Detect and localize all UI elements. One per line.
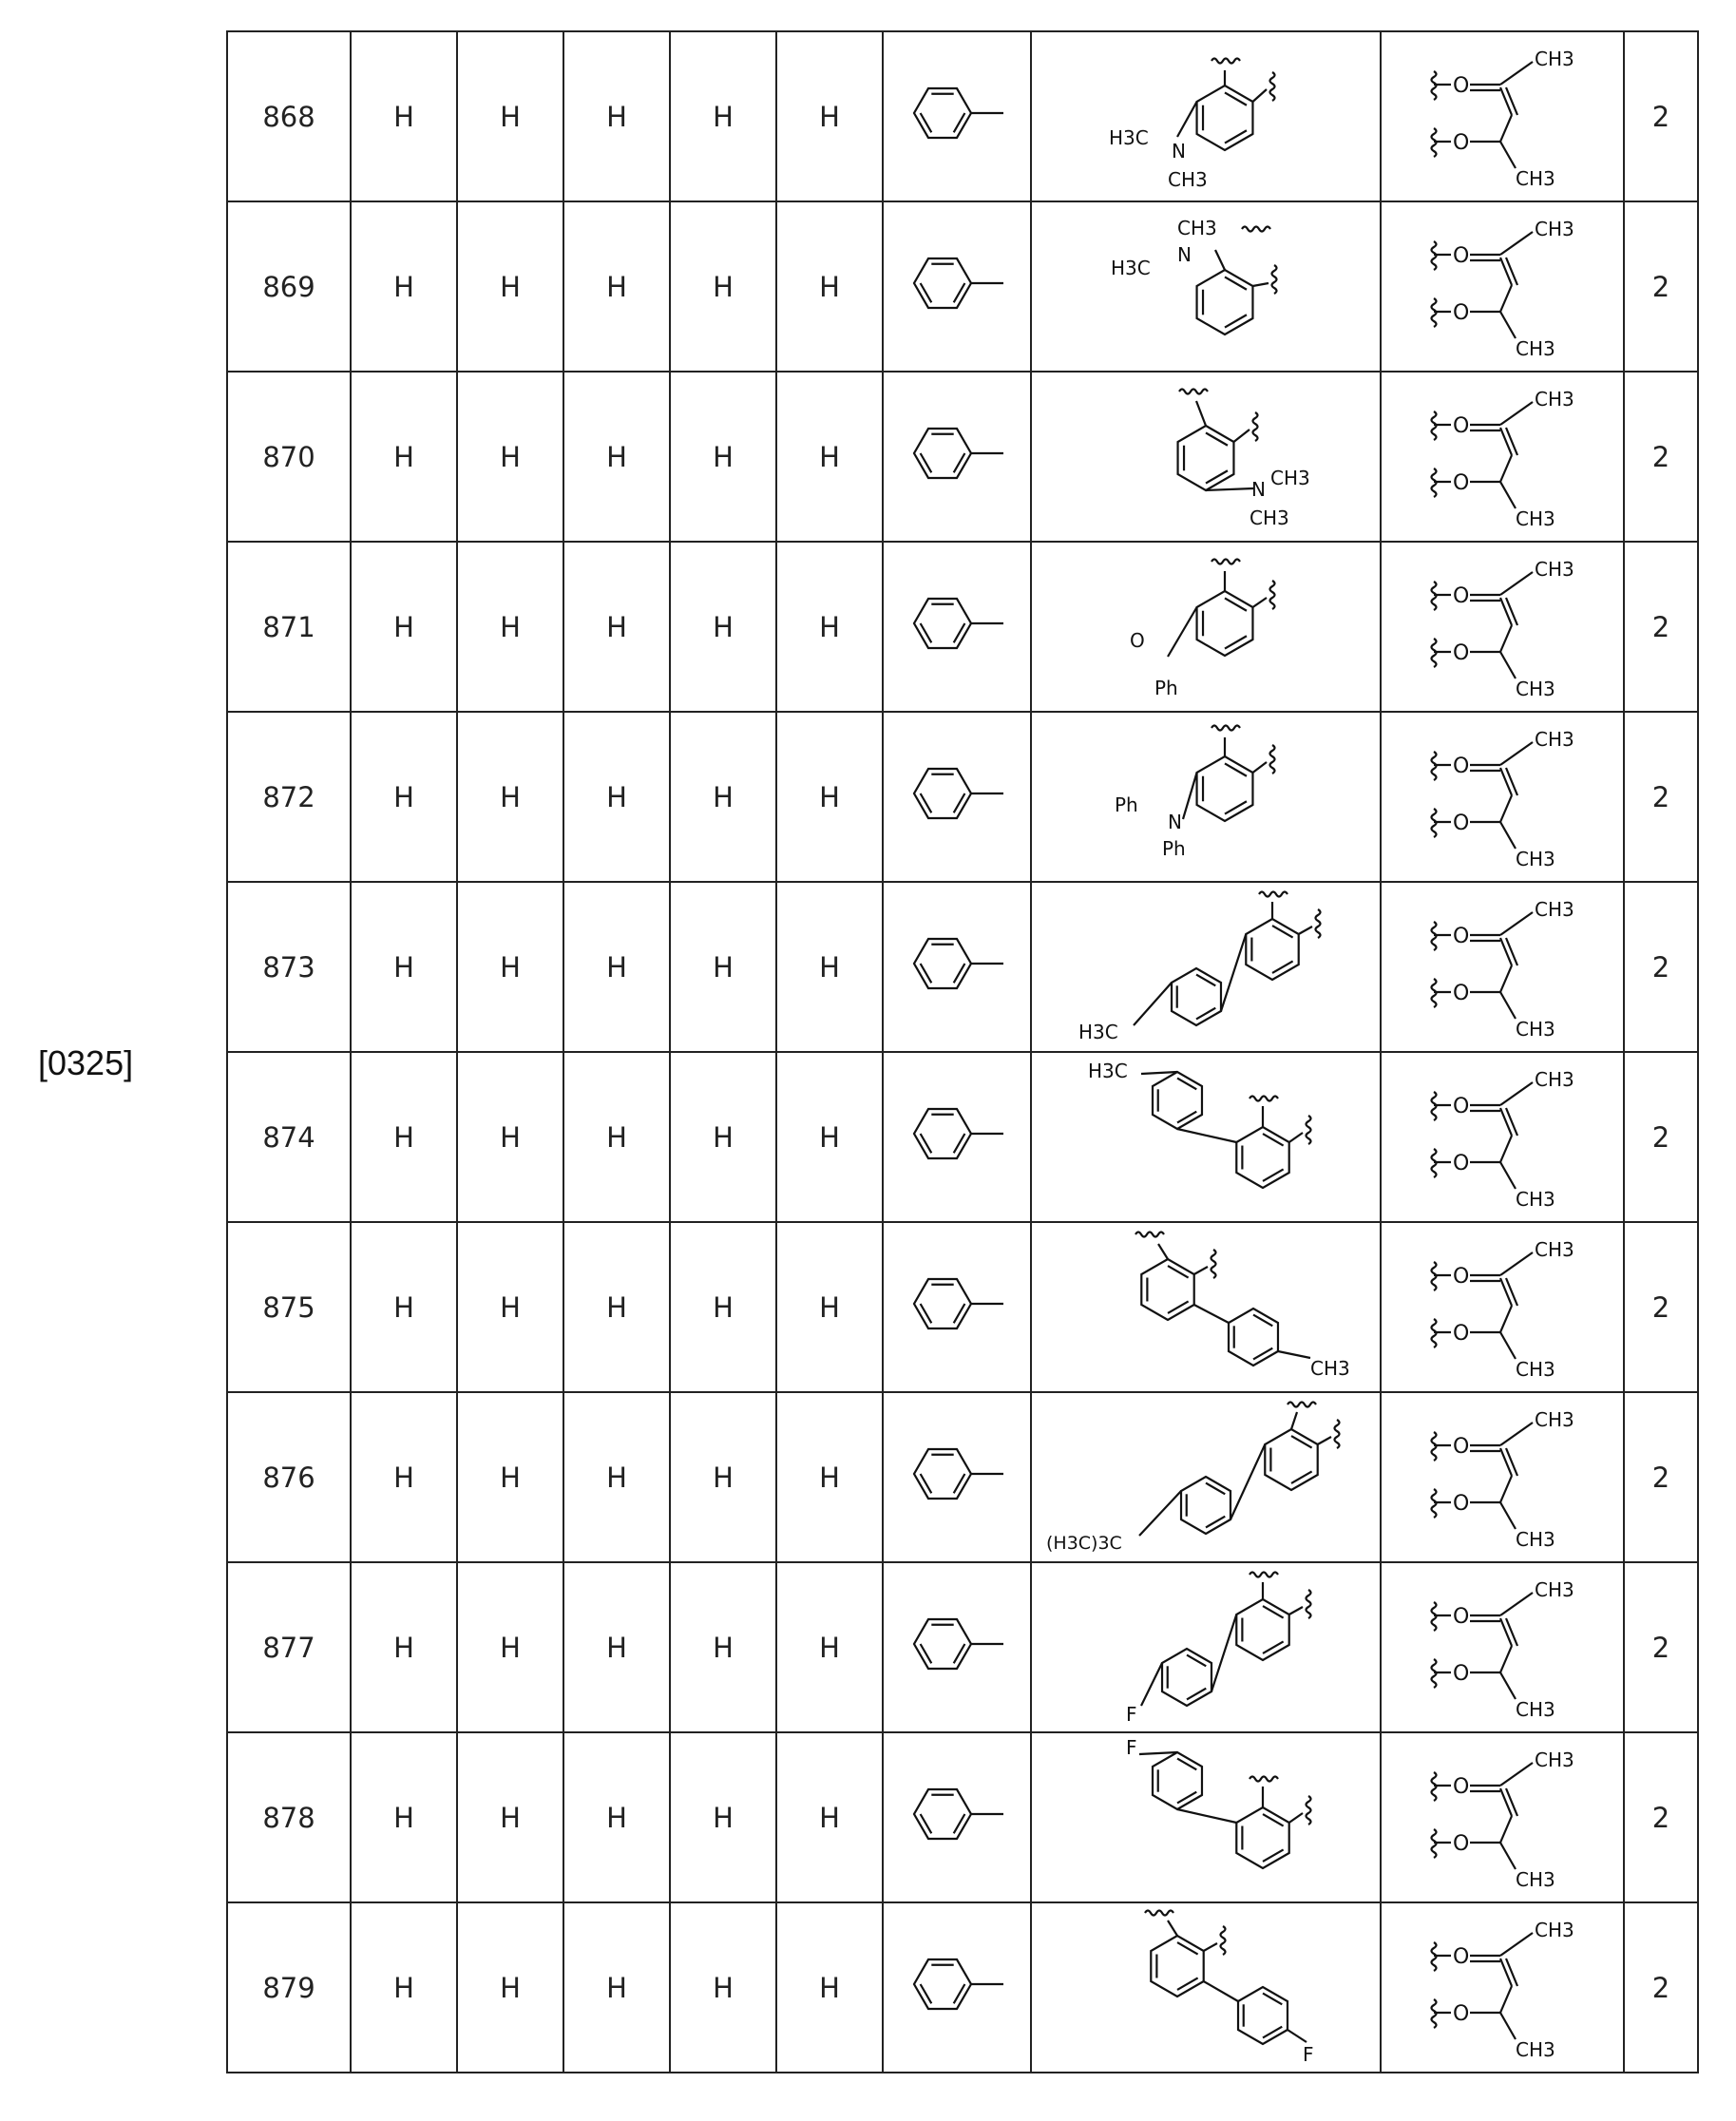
ch3-bottom-label: CH3 [1516, 677, 1555, 700]
substituent-r4: H [670, 542, 776, 712]
compound-number: 879 [227, 1902, 351, 2073]
oxygen-top-label: O [1453, 1604, 1470, 1629]
compound-number: 871 [227, 542, 351, 712]
ligand-cell [1031, 712, 1381, 882]
oxygen-bottom-label: O [1453, 981, 1470, 1005]
oxygen-top-label: O [1453, 924, 1470, 948]
substituent-r4: H [670, 372, 776, 542]
oxygen-top-label: O [1453, 1944, 1470, 1969]
wavy-bond-2 [1270, 745, 1275, 774]
wavy-bond-2 [1253, 412, 1258, 441]
ligand-cell [1031, 201, 1381, 372]
wavy-bond [1250, 1097, 1278, 1101]
substituent-r2: H [457, 882, 563, 1052]
substituent-r2: H [457, 372, 563, 542]
phenyl-structure [895, 746, 1019, 841]
wavy-bond [1179, 390, 1208, 394]
substituent-r3: H [563, 1732, 670, 1902]
benzene-ring [914, 1279, 971, 1328]
ch3-bottom-label: CH3 [1516, 1357, 1555, 1381]
substituent-r1: H [351, 882, 457, 1052]
substituent-r5: H [776, 712, 883, 882]
substituent-r1: H [351, 542, 457, 712]
cyclometalating-ligand-structure [1035, 1393, 1377, 1555]
benzene-ring [914, 1959, 971, 2009]
ligand-count: 2 [1624, 201, 1698, 372]
wavy-bond [1272, 265, 1277, 294]
wavy-bond [1250, 1573, 1278, 1577]
phenyl-cell [883, 1902, 1031, 2073]
substituent-r1: H [351, 1562, 457, 1732]
ligand-count: 2 [1624, 882, 1698, 1052]
substituent-label: CH3 [1250, 506, 1289, 529]
substituent-r3: H [563, 1902, 670, 2073]
ch3-bottom-label: CH3 [1516, 1867, 1555, 1891]
aryl-ring [1265, 1429, 1317, 1490]
acac-cell [1381, 1392, 1624, 1562]
ch3-bottom-label: CH3 [1516, 847, 1555, 870]
ligand-count: 2 [1624, 1392, 1698, 1562]
substituent-r2: H [457, 542, 563, 712]
acac-ligand-structure [1398, 205, 1607, 362]
oxygen-bottom-label: O [1453, 2001, 1470, 2026]
substituent-r2: H [457, 1732, 563, 1902]
ch3-top-label: CH3 [1535, 1918, 1574, 1941]
ch3-bottom-label: CH3 [1516, 336, 1555, 360]
wavy-bond-2 [1242, 227, 1270, 232]
ch3-bottom-label: CH3 [1516, 506, 1555, 530]
benzene-ring [914, 1789, 971, 1839]
substituent-r2: H [457, 1222, 563, 1392]
table-row [227, 542, 1698, 712]
ch3-top-label: CH3 [1535, 897, 1574, 921]
substituent-r4: H [670, 1052, 776, 1222]
aryl-ring [1197, 756, 1253, 821]
acac-cell [1381, 1562, 1624, 1732]
nitrogen-label: N [1251, 478, 1266, 501]
cyclometalating-ligand-structure [1035, 883, 1377, 1044]
aryl-ring [1197, 86, 1253, 150]
acac-cell [1381, 712, 1624, 882]
wavy-bond-2 [1307, 1590, 1311, 1618]
substituent-r5: H [776, 1052, 883, 1222]
substituent-label: CH3 [1177, 217, 1217, 239]
oxygen-top-label: O [1453, 1434, 1470, 1459]
acac-cell [1381, 542, 1624, 712]
compound-number: 868 [227, 31, 351, 201]
acac-ligand-structure [1398, 1056, 1607, 1213]
ch3-bottom-label: CH3 [1516, 1017, 1555, 1041]
table-row [227, 372, 1698, 542]
compound-number: 874 [227, 1052, 351, 1222]
substituent-r2: H [457, 1052, 563, 1222]
cyclometalating-ligand-structure [1035, 32, 1377, 194]
substituent-r5: H [776, 542, 883, 712]
cyclometalating-ligand-structure [1035, 373, 1377, 534]
substituent-r2: H [457, 31, 563, 201]
table-row [227, 201, 1698, 372]
oxygen-top-label: O [1453, 1094, 1470, 1118]
substituent-label: Ph [1115, 793, 1138, 816]
wavy-bond [1145, 1911, 1173, 1916]
oxygen-bottom-label: O [1453, 1491, 1470, 1516]
phenyl-cell [883, 1222, 1031, 1392]
cyclometalating-ligand-structure [1035, 1733, 1377, 1895]
phenyl-structure [895, 916, 1019, 1011]
substituent-label: CH3 [1310, 1357, 1350, 1380]
acac-ligand-structure [1398, 1906, 1607, 2063]
substituent-r5: H [776, 1562, 883, 1732]
ch3-bottom-label: CH3 [1516, 2037, 1555, 2061]
acac-ligand-structure [1398, 35, 1607, 192]
wavy-bond-2 [1211, 1250, 1216, 1278]
benzene-ring [914, 1449, 971, 1499]
substituent-r4: H [670, 882, 776, 1052]
phenyl-cell [883, 1562, 1031, 1732]
cyclometalating-ligand-structure [1035, 1563, 1377, 1725]
substituent-label: F [1126, 1736, 1137, 1759]
substituent-label: Ph [1154, 677, 1178, 699]
phenyl-structure [895, 1937, 1019, 2032]
substituent-label: H3C [1109, 126, 1149, 149]
benzene-ring [914, 599, 971, 648]
phenyl-cell [883, 201, 1031, 372]
compound-number: 876 [227, 1392, 351, 1562]
phenyl-cell [883, 372, 1031, 542]
oxygen-top-label: O [1453, 754, 1470, 778]
fluorophenyl-ring [1153, 1752, 1202, 1809]
ch3-top-label: CH3 [1535, 1407, 1574, 1431]
substituent-r5: H [776, 882, 883, 1052]
benzene-ring [914, 1109, 971, 1158]
phenyl-structure [895, 1767, 1019, 1862]
benzene-ring [914, 769, 971, 818]
substituent-r1: H [351, 31, 457, 201]
aryl-ring [1236, 1127, 1288, 1188]
wavy-bond [1211, 59, 1240, 64]
ligand-count: 2 [1624, 1732, 1698, 1902]
ch3-bottom-label: CH3 [1516, 1697, 1555, 1721]
substituent-r1: H [351, 201, 457, 372]
nitrogen-label: N [1172, 140, 1186, 162]
oxygen-bottom-label: O [1453, 1831, 1470, 1856]
oxygen-bottom-label: O [1453, 1661, 1470, 1686]
table-row [227, 1732, 1698, 1902]
substituent-r5: H [776, 1732, 883, 1902]
benzene-ring [914, 1619, 971, 1669]
tolyl-ring [1172, 968, 1221, 1025]
substituent-r3: H [563, 31, 670, 201]
substituent-r5: H [776, 1902, 883, 2073]
phenyl-structure [895, 236, 1019, 331]
wavy-bond [1211, 560, 1240, 564]
phenyl-structure [895, 1256, 1019, 1351]
phenyl-structure [895, 406, 1019, 501]
cyclometalating-ligand-structure [1035, 1053, 1377, 1214]
acac-ligand-structure [1398, 545, 1607, 702]
ch3-top-label: CH3 [1535, 1748, 1574, 1771]
ligand-count: 2 [1624, 1052, 1698, 1222]
ligand-count: 2 [1624, 542, 1698, 712]
oxygen-bottom-label: O [1453, 1151, 1470, 1175]
substituent-r3: H [563, 882, 670, 1052]
substituent-r4: H [670, 1562, 776, 1732]
ch3-bottom-label: CH3 [1516, 166, 1555, 190]
aryl-ring [1236, 1599, 1288, 1660]
oxygen-top-label: O [1453, 1774, 1470, 1799]
ch3-top-label: CH3 [1535, 557, 1574, 581]
benzene-ring [914, 429, 971, 478]
ligand-cell [1031, 542, 1381, 712]
substituent-r2: H [457, 1392, 563, 1562]
wavy-bond [1250, 1777, 1278, 1782]
substituent-r3: H [563, 1562, 670, 1732]
table-row [227, 712, 1698, 882]
acac-cell [1381, 31, 1624, 201]
substituent-r1: H [351, 1732, 457, 1902]
substituent-label: CH3 [1270, 467, 1310, 489]
table-row [227, 1902, 1698, 2073]
phenyl-cell [883, 712, 1031, 882]
substituent-r3: H [563, 1052, 670, 1222]
ch3-top-label: CH3 [1535, 727, 1574, 751]
substituent-r3: H [563, 542, 670, 712]
substituent-r1: H [351, 1222, 457, 1392]
substituent-r1: H [351, 1902, 457, 2073]
phenyl-cell [883, 542, 1031, 712]
oxygen-bottom-label: O [1453, 811, 1470, 835]
substituent-r2: H [457, 1902, 563, 2073]
acac-cell [1381, 1222, 1624, 1392]
substituent-r5: H [776, 1222, 883, 1392]
oxygen-label: O [1130, 629, 1145, 652]
compound-number: 875 [227, 1222, 351, 1392]
table-row [227, 882, 1698, 1052]
compound-number: 878 [227, 1732, 351, 1902]
oxygen-bottom-label: O [1453, 1321, 1470, 1346]
acac-ligand-structure [1398, 1566, 1607, 1723]
compound-number: 869 [227, 201, 351, 372]
compound-number: 872 [227, 712, 351, 882]
ligand-count: 2 [1624, 1902, 1698, 2073]
substituent-r3: H [563, 712, 670, 882]
ligand-count: 2 [1624, 712, 1698, 882]
cyclometalating-ligand-structure [1035, 202, 1377, 364]
wavy-bond-2 [1270, 581, 1275, 609]
oxygen-bottom-label: O [1453, 470, 1470, 495]
table-row [227, 1052, 1698, 1222]
substituent-r1: H [351, 1052, 457, 1222]
substituent-r4: H [670, 712, 776, 882]
oxygen-top-label: O [1453, 1264, 1470, 1289]
substituent-r3: H [563, 201, 670, 372]
compound-table [226, 30, 1699, 2073]
substituent-label: H3C [1088, 1060, 1128, 1082]
substituent-r3: H [563, 372, 670, 542]
paragraph-label: [0325] [38, 1043, 134, 1082]
substituent-label: H3C [1078, 1021, 1118, 1043]
wavy-bond [1211, 726, 1240, 731]
aryl-ring [1246, 919, 1298, 980]
phenyl-structure [895, 1086, 1019, 1181]
ch3-top-label: CH3 [1535, 47, 1574, 70]
oxygen-bottom-label: O [1453, 640, 1470, 665]
oxygen-bottom-label: O [1453, 130, 1470, 155]
substituent-r5: H [776, 1392, 883, 1562]
ch3-top-label: CH3 [1535, 217, 1574, 240]
substituent-label: CH3 [1168, 168, 1208, 191]
cyclometalating-ligand-structure [1035, 1223, 1377, 1385]
oxygen-top-label: O [1453, 583, 1470, 608]
substituent-r1: H [351, 712, 457, 882]
tolyl-ring [1153, 1072, 1202, 1129]
substituent-r2: H [457, 201, 563, 372]
phenyl-cell [883, 1392, 1031, 1562]
phenyl-structure [895, 1596, 1019, 1691]
cyclometalating-ligand-structure [1035, 1903, 1377, 2065]
substituent-label: Ph [1162, 837, 1186, 860]
acac-ligand-structure [1398, 886, 1607, 1042]
fluorophenyl-ring [1238, 1987, 1288, 2044]
ligand-cell [1031, 1222, 1381, 1392]
benzene-ring [914, 258, 971, 308]
table-row [227, 1392, 1698, 1562]
ch3-top-label: CH3 [1535, 1577, 1574, 1601]
ligand-cell [1031, 372, 1381, 542]
wavy-bond-2 [1221, 1926, 1226, 1955]
aryl-ring [1197, 270, 1253, 334]
ligand-cell [1031, 882, 1381, 1052]
oxygen-bottom-label: O [1453, 300, 1470, 325]
acac-ligand-structure [1398, 375, 1607, 532]
ligand-cell [1031, 1052, 1381, 1222]
wavy-bond [1259, 892, 1288, 897]
compound-number: 873 [227, 882, 351, 1052]
phenyl-structure [895, 576, 1019, 671]
substituent-r5: H [776, 372, 883, 542]
wavy-bond-2 [1307, 1796, 1311, 1825]
acac-cell [1381, 1732, 1624, 1902]
ligand-count: 2 [1624, 372, 1698, 542]
substituent-r5: H [776, 201, 883, 372]
ligand-cell [1031, 1732, 1381, 1902]
acac-ligand-structure [1398, 1226, 1607, 1383]
table-row [227, 1562, 1698, 1732]
phenyl-structure [895, 66, 1019, 161]
wavy-bond-2 [1335, 1420, 1340, 1448]
substituent-label: F [1126, 1703, 1137, 1725]
substituent-r4: H [670, 201, 776, 372]
aryl-ring [1197, 591, 1253, 656]
substituent-r3: H [563, 1392, 670, 1562]
substituent-label: F [1303, 2043, 1314, 2065]
compound-number: 877 [227, 1562, 351, 1732]
benzene-ring [914, 88, 971, 138]
ligand-count: 2 [1624, 1562, 1698, 1732]
oxygen-top-label: O [1453, 413, 1470, 438]
oxygen-top-label: O [1453, 73, 1470, 98]
ch3-bottom-label: CH3 [1516, 1527, 1555, 1551]
phenyl-cell [883, 1052, 1031, 1222]
acac-cell [1381, 1902, 1624, 2073]
substituent-r4: H [670, 31, 776, 201]
substituent-label: H3C [1111, 257, 1151, 279]
aryl-ring [1178, 426, 1234, 490]
ch3-top-label: CH3 [1535, 387, 1574, 411]
cyclometalating-ligand-structure [1035, 543, 1377, 704]
ligand-count: 2 [1624, 31, 1698, 201]
acac-cell [1381, 1052, 1624, 1222]
aryl-ring [1141, 1259, 1193, 1320]
substituent-r4: H [670, 1392, 776, 1562]
substituent-r5: H [776, 31, 883, 201]
substituent-r1: H [351, 372, 457, 542]
substituent-r3: H [563, 1222, 670, 1392]
ch3-top-label: CH3 [1535, 1067, 1574, 1091]
phenyl-cell [883, 882, 1031, 1052]
substituent-r2: H [457, 712, 563, 882]
table-row [227, 31, 1698, 201]
aryl-ring [1151, 1936, 1203, 1997]
acac-ligand-structure [1398, 1396, 1607, 1553]
nitrogen-label: N [1168, 811, 1182, 833]
benzene-ring [914, 939, 971, 988]
phenyl-cell [883, 1732, 1031, 1902]
tbu-phenyl-ring [1181, 1477, 1230, 1534]
ch3-top-label: CH3 [1535, 1237, 1574, 1261]
phenyl-structure [895, 1426, 1019, 1521]
wavy-bond [1288, 1403, 1316, 1407]
table-row [227, 1222, 1698, 1392]
substituent-r4: H [670, 1902, 776, 2073]
substituent-r1: H [351, 1392, 457, 1562]
ligand-cell [1031, 1392, 1381, 1562]
fluorophenyl-ring [1162, 1649, 1211, 1706]
acac-cell [1381, 372, 1624, 542]
substituent-r4: H [670, 1222, 776, 1392]
wavy-bond-2 [1270, 72, 1275, 101]
wavy-bond-2 [1316, 909, 1321, 938]
compound-number: 870 [227, 372, 351, 542]
tolyl-ring [1229, 1309, 1278, 1366]
aryl-ring [1236, 1807, 1288, 1868]
wavy-bond-2 [1307, 1116, 1311, 1144]
acac-ligand-structure [1398, 716, 1607, 872]
oxygen-top-label: O [1453, 243, 1470, 268]
acac-cell [1381, 201, 1624, 372]
phenyl-cell [883, 31, 1031, 201]
substituent-r2: H [457, 1562, 563, 1732]
substituent-label: (H3C)3C [1046, 1533, 1122, 1554]
ligand-count: 2 [1624, 1222, 1698, 1392]
cyclometalating-ligand-structure [1035, 713, 1377, 874]
nitrogen-label: N [1177, 243, 1192, 266]
acac-ligand-structure [1398, 1736, 1607, 1893]
ligand-cell [1031, 1562, 1381, 1732]
acac-cell [1381, 882, 1624, 1052]
ch3-bottom-label: CH3 [1516, 1187, 1555, 1211]
ligand-cell [1031, 1902, 1381, 2073]
ligand-cell [1031, 31, 1381, 201]
substituent-r4: H [670, 1732, 776, 1902]
wavy-bond [1135, 1232, 1164, 1237]
